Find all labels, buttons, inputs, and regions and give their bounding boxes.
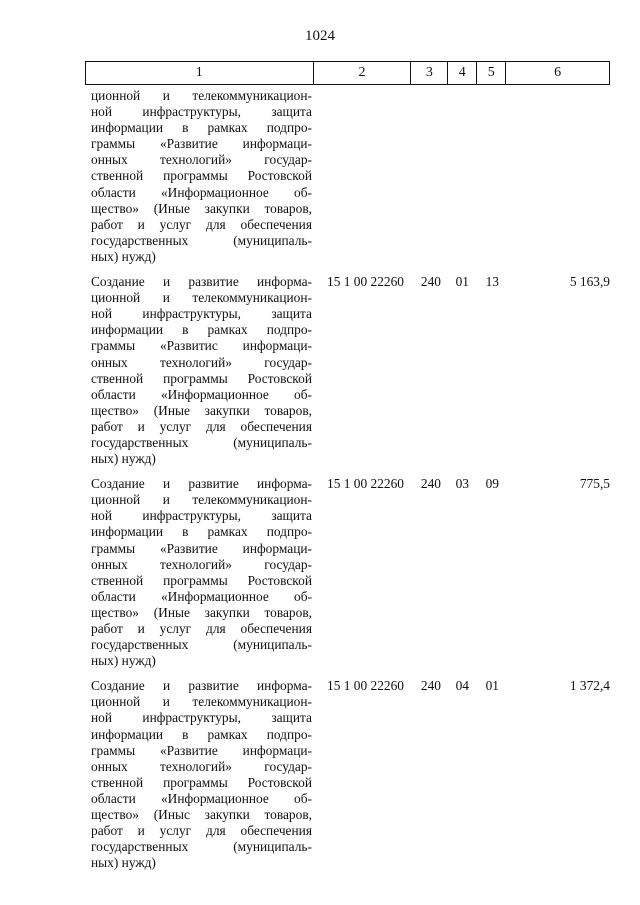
description-line: работ и услуг для обеспечения [91, 621, 312, 636]
description-line: информации в рамках подпро- [91, 726, 312, 742]
description-line: ной инфраструктуры, защита [91, 104, 312, 120]
table-header-row [85, 61, 610, 85]
subsection-code: 13 [485, 274, 499, 290]
column-header-5: 5 [477, 62, 506, 84]
description-line: ственной программы Ростовской [91, 168, 312, 184]
description-line: государственных (муниципаль- [91, 434, 312, 450]
expense-type-code: 240 [420, 476, 441, 492]
description-line: области «Информационное об- [91, 386, 312, 402]
row-description [85, 678, 312, 871]
expense-type-code: 240 [420, 274, 441, 290]
description-line: информации в рамках подпро- [91, 322, 312, 338]
description-line: ных) нужд) [91, 248, 156, 264]
row-description [85, 88, 312, 265]
description-line: граммы «Развитие информаци- [91, 540, 312, 556]
description-line: Создание и развитие информа- [91, 678, 312, 694]
description-line: онных технологий» государ- [91, 556, 312, 572]
description-line: щество» (Иные закупки товаров, [91, 604, 312, 620]
description-line: государственных (муниципаль- [91, 232, 312, 248]
expense-type-code: 240 [420, 678, 441, 694]
description-line: щество» (Иные закупки товаров, [91, 200, 312, 216]
description-line: государственных (муниципаль- [91, 839, 312, 855]
section-code: 03 [455, 476, 469, 492]
target-article-code: 15 1 00 22260 [327, 476, 404, 492]
description-line: граммы «Развитис информаци- [91, 338, 312, 354]
description-line: работ и услуг для обеспечения [91, 418, 312, 434]
description-line: ных) нужд) [91, 653, 156, 669]
budget-table [85, 61, 610, 871]
description-line: области «Информационное об- [91, 184, 312, 200]
description-line: работ и услуг для обеспечения [91, 823, 312, 839]
description-line: ционной и телекоммуникацион- [91, 88, 312, 103]
description-line: области «Информационное об- [91, 588, 312, 604]
column-header-1: 1 [86, 62, 314, 84]
description-line: государственных (муниципаль- [91, 637, 312, 653]
table-row [85, 476, 610, 669]
description-line: ной инфраструктуры, защита [91, 306, 312, 322]
description-line: онных технологий» государ- [91, 354, 312, 370]
description-line: ных) нужд) [91, 855, 156, 871]
description-line: информации в рамках подпро- [91, 524, 312, 540]
target-article-code: 15 1 00 22260 [327, 678, 404, 694]
page-number: 1024 [305, 28, 335, 44]
description-line: ных) нужд) [91, 451, 156, 467]
description-line: щество» (Иныс закупки товаров, [91, 807, 312, 823]
subsection-code: 01 [485, 678, 499, 694]
description-line: Создание и развитие информа- [91, 476, 312, 492]
description-line: ционной и телекоммуникацион- [91, 694, 312, 710]
section-code: 04 [455, 678, 469, 694]
description-line: онных технологий» государ- [91, 758, 312, 774]
description-line: ственной программы Ростовской [91, 370, 312, 386]
description-line: щество» (Иные закупки товаров, [91, 402, 312, 418]
amount: 1 372,4 [569, 678, 610, 694]
section-code: 01 [455, 274, 469, 290]
target-article-code: 15 1 00 22260 [327, 274, 404, 290]
description-line: работ и услуг для обеспечения [91, 216, 312, 232]
description-line: Создание и развитие информа- [91, 274, 312, 290]
description-line: граммы «Развитие информаци- [91, 136, 312, 152]
column-header-3: 3 [411, 62, 448, 84]
description-line: ной инфраструктуры, защита [91, 710, 312, 726]
column-header-6: 6 [506, 62, 610, 84]
description-line: ственной программы Ростовской [91, 572, 312, 588]
table-row [85, 678, 610, 871]
table-row-continuation [85, 88, 610, 265]
column-header-4: 4 [448, 62, 477, 84]
description-line: области «Информационное об- [91, 790, 312, 806]
description-line: ционной и телекоммуникацион- [91, 492, 312, 508]
description-line: ной инфраструктуры, защита [91, 508, 312, 524]
table-row [85, 274, 610, 467]
description-line: граммы «Развитие информаци- [91, 742, 312, 758]
description-line: ционной и телекоммуникацион- [91, 290, 312, 306]
description-line: онных технологий» государ- [91, 152, 312, 168]
description-line: ственной программы Ростовской [91, 774, 312, 790]
row-description [85, 274, 312, 467]
description-line: информации в рамках подпро- [91, 120, 312, 136]
column-header-2: 2 [314, 62, 412, 84]
amount: 5 163,9 [569, 274, 610, 290]
subsection-code: 09 [485, 476, 499, 492]
amount: 775,5 [579, 476, 610, 492]
row-description [85, 476, 312, 669]
